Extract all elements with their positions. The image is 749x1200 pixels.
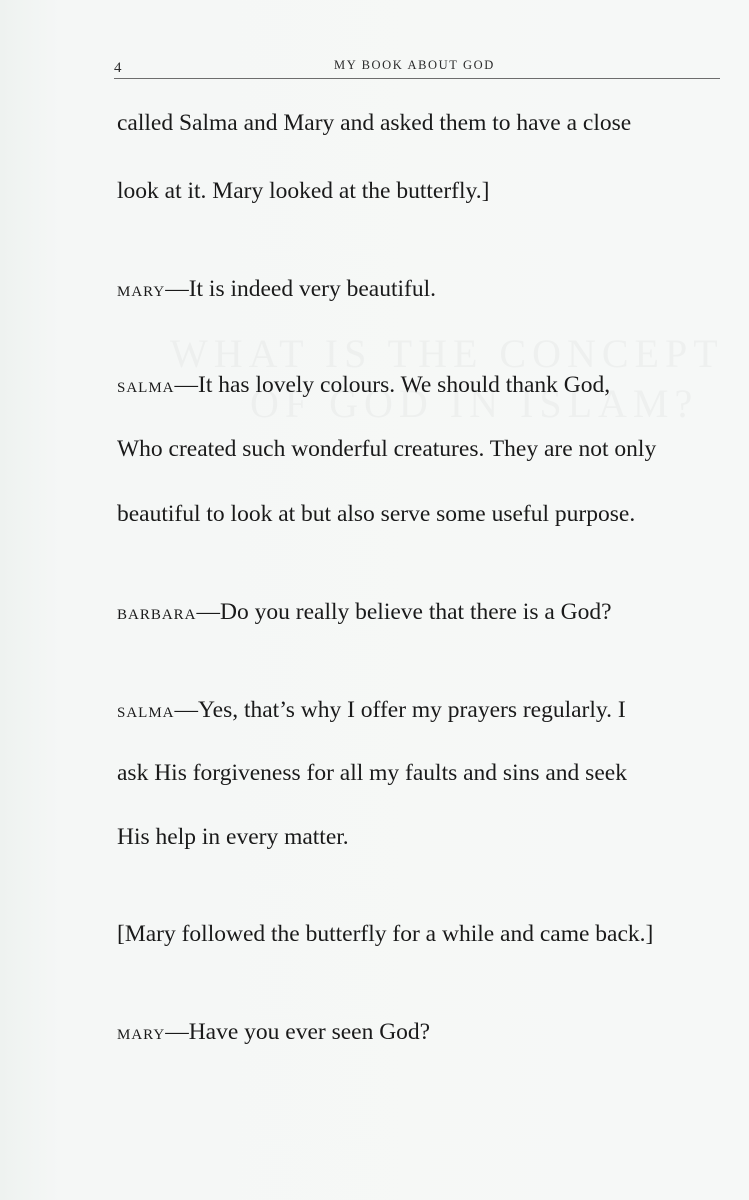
dialogue-line	[117, 695, 723, 725]
text-line: His help in every matter.	[117, 824, 349, 850]
dialogue-text: —Do you really believe that there is a God?	[196, 599, 612, 625]
page-header	[114, 56, 720, 79]
stage-direction: [Mary followed the butterfly for a while and came back.]	[117, 921, 654, 947]
text-line: beautiful to look at but also serve some useful purpose.	[117, 501, 636, 527]
dialogue-line	[117, 274, 723, 304]
dialogue-text: —It has lovely colours. We should thank God,	[174, 372, 611, 398]
text-line: called Salma and Mary and asked them to have a close	[117, 110, 632, 136]
running-head: MY BOOK ABOUT GOD	[334, 58, 495, 72]
speaker-name: mary	[117, 1019, 166, 1044]
text-line: Who created such wonderful creatures. They are not only	[117, 436, 657, 462]
page-number: 4	[114, 60, 122, 76]
dialogue-text: —Have you ever seen God?	[165, 1019, 431, 1045]
speaker-name: mary	[117, 276, 166, 301]
speaker-name: salma	[117, 372, 175, 397]
dialogue-line	[117, 597, 723, 627]
dialogue-text: —Yes, that’s why I offer my prayers regularly. I	[174, 697, 626, 723]
text-line: look at it. Mary looked at the butterfly.]	[117, 178, 490, 204]
dialogue-text: —It is indeed very beautiful.	[165, 276, 437, 302]
speaker-name: barbara	[117, 599, 197, 624]
dialogue-line	[117, 370, 723, 400]
text-line: ask His forgiveness for all my faults and sins and seek	[117, 760, 627, 786]
speaker-name: salma	[117, 697, 175, 722]
dialogue-line	[117, 1017, 723, 1047]
